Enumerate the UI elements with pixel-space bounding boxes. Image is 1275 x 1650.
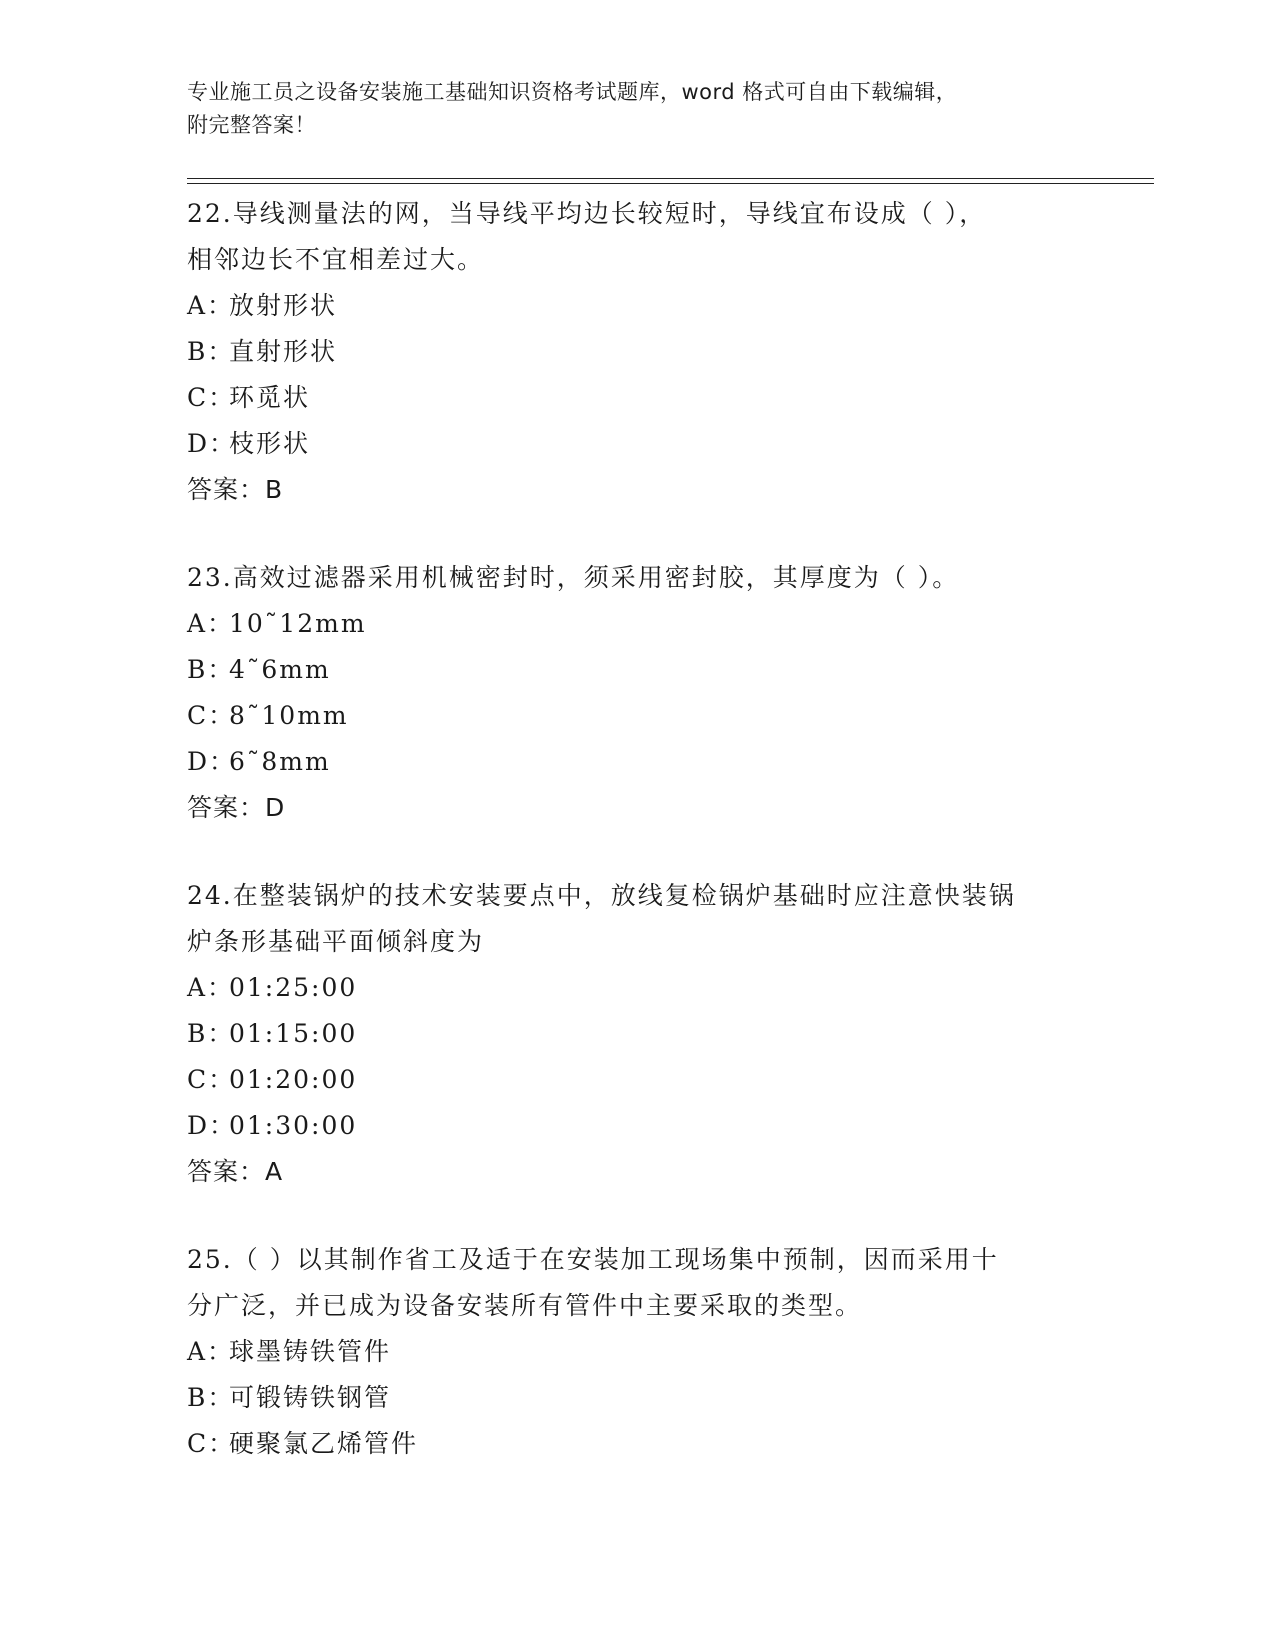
option-text: 01:25:00 [229, 973, 358, 1002]
question-list [187, 191, 1107, 1509]
question-stem [187, 555, 1107, 601]
option-text: 放射形状 [229, 291, 338, 320]
option-c [187, 375, 1107, 421]
question-23 [187, 555, 1107, 831]
option-label: A： [187, 291, 235, 320]
option-label: B： [187, 1383, 235, 1412]
stem-line: 炉条形基础平面倾斜度为 [187, 927, 485, 956]
option-a [187, 965, 1107, 1011]
option-b [187, 1011, 1107, 1057]
option-text: 环觅状 [229, 383, 311, 412]
option-text: 直射形状 [229, 337, 338, 366]
option-d [187, 739, 1107, 785]
stem-line: 分广泛，并已成为设备安装所有管件中主要采取的类型。 [187, 1291, 863, 1320]
question-24 [187, 873, 1107, 1195]
document-header [187, 76, 1087, 142]
stem-line: 相邻边长不宜相差过大。 [187, 245, 485, 274]
option-text: 01:20:00 [229, 1065, 358, 1094]
question-stem [187, 873, 1107, 965]
option-label: D： [187, 429, 237, 458]
option-label: C： [187, 1429, 236, 1458]
option-b [187, 329, 1107, 375]
header-line-1: 专业施工员之设备安装施工基础知识资格考试题库，word 格式可自由下载编辑， [187, 80, 958, 104]
option-label: D： [187, 747, 237, 776]
option-b [187, 1375, 1107, 1421]
stem-line: 22.导线测量法的网，当导线平均边长较短时，导线宜布设成（ ）， [187, 199, 987, 228]
option-text: 4˜6mm [229, 655, 331, 684]
header-line-2: 附完整答案！ [187, 113, 316, 137]
question-stem [187, 1237, 1107, 1329]
option-text: 枝形状 [229, 429, 311, 458]
answer-line: 答案：B [187, 475, 284, 504]
option-label: A： [187, 609, 235, 638]
stem-line: 24.在整装锅炉的技术安装要点中，放线复检锅炉基础时应注意快装锅 [187, 881, 1016, 910]
option-text: 硬聚氯乙烯管件 [229, 1429, 419, 1458]
answer-line: 答案：A [187, 1157, 284, 1186]
option-label: D： [187, 1111, 237, 1140]
question-22 [187, 191, 1107, 513]
option-text: 8˜10mm [229, 701, 349, 730]
option-c [187, 1421, 1107, 1467]
answer-line: 答案：D [187, 793, 286, 822]
option-label: B： [187, 337, 235, 366]
option-text: 可锻铸铁钢管 [229, 1383, 392, 1412]
option-label: B： [187, 655, 235, 684]
option-label: A： [187, 973, 235, 1002]
option-text: 球墨铸铁管件 [229, 1337, 392, 1366]
option-b [187, 647, 1107, 693]
option-c [187, 1057, 1107, 1103]
stem-line: 23.高效过滤器采用机械密封时，须采用密封胶，其厚度为（ ）。 [187, 563, 960, 592]
header-divider-bottom [187, 183, 1154, 184]
option-label: C： [187, 701, 236, 730]
option-text: 10˜12mm [229, 609, 367, 638]
option-a [187, 601, 1107, 647]
header-divider-top [187, 178, 1154, 179]
option-label: B： [187, 1019, 235, 1048]
option-d [187, 421, 1107, 467]
option-a [187, 1329, 1107, 1375]
question-25 [187, 1237, 1107, 1467]
question-stem [187, 191, 1107, 283]
option-d [187, 1103, 1107, 1149]
option-a [187, 283, 1107, 329]
option-text: 01:15:00 [229, 1019, 358, 1048]
stem-line: 25.（ ）以其制作省工及适于在安装加工现场集中预制，因而采用十 [187, 1245, 999, 1274]
option-label: A： [187, 1337, 235, 1366]
option-c [187, 693, 1107, 739]
option-text: 01:30:00 [229, 1111, 358, 1140]
option-label: C： [187, 1065, 236, 1094]
option-text: 6˜8mm [229, 747, 331, 776]
option-label: C： [187, 383, 236, 412]
